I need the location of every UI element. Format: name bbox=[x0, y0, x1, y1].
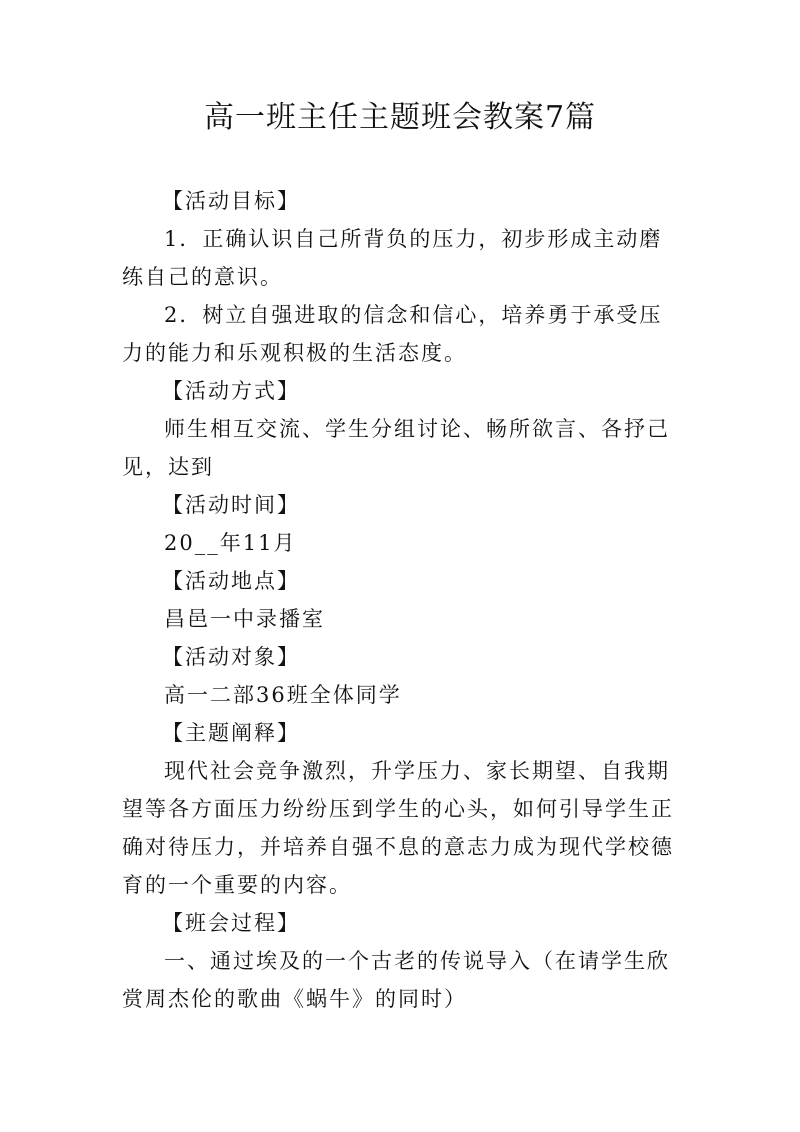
paragraph-time: 20__年11月 bbox=[164, 531, 297, 555]
section-heading-participants: 【活动对象】 bbox=[162, 645, 300, 669]
document-body bbox=[122, 182, 684, 1018]
paragraph-method: 师生相互交流、学生分组讨论、畅所欲言、各抒己见，达到 bbox=[122, 417, 670, 479]
paragraph-participants: 高一二部36班全体同学 bbox=[164, 683, 402, 707]
section-heading-goal: 【活动目标】 bbox=[162, 189, 300, 213]
section-heading-method: 【活动方式】 bbox=[162, 379, 300, 403]
paragraph-process-1: 一、通过埃及的一个古老的传说导入（在请学生欣赏周杰伦的歌曲《蜗牛》的同时） bbox=[122, 949, 670, 1011]
paragraph-location: 昌邑一中录播室 bbox=[164, 607, 325, 631]
paragraph-theme: 现代社会竞争激烈，升学压力、家长期望、自我期望等各方面压力纷纷压到学生的心头，如何引导学生正确对待压力，并培养自强不息的意志力成为现代学校德育的一个重要的内容。 bbox=[122, 759, 674, 897]
section-heading-location: 【活动地点】 bbox=[162, 569, 300, 593]
document-title: 高一班主任主题班会教案7篇 bbox=[203, 100, 597, 135]
section-heading-process: 【班会过程】 bbox=[162, 911, 300, 935]
section-heading-theme: 【主题阐释】 bbox=[162, 721, 300, 745]
paragraph-goal-1: 1．正确认识自己所背负的压力，初步形成主动磨练自己的意识。 bbox=[122, 227, 663, 289]
section-heading-time: 【活动时间】 bbox=[162, 493, 300, 517]
paragraph-goal-2: 2．树立自强进取的信念和信心，培养勇于承受压力的能力和乐观积极的生活态度。 bbox=[122, 303, 663, 365]
